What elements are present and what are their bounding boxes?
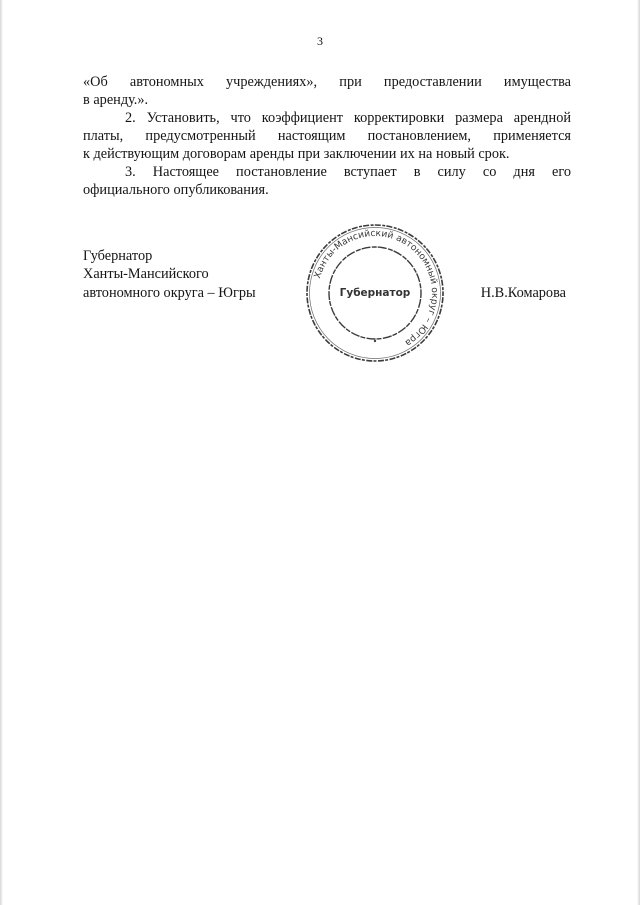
body-line-4: платы, предусмотренный настоящим постановлением, применяется: [83, 128, 571, 144]
seal-ring-text: Ханты-Мансийский автономный округ – Югра: [312, 227, 441, 349]
signature-title-line-2: Ханты-Мансийского: [83, 266, 209, 282]
signer-name: Н.В.Комарова: [480, 285, 566, 301]
body-line-1: «Об автономных учреждениях», при предоставлении имущества: [83, 74, 571, 90]
page-number: 3: [317, 34, 323, 48]
seal-dot: [374, 340, 376, 342]
signature-title-line-1: Губернатор: [83, 248, 153, 264]
seal-center-text: Губернатор: [339, 287, 411, 299]
body-line-3: 2. Установить, что коэффициент корректировки размера арендной: [125, 110, 571, 126]
official-seal: [304, 222, 446, 364]
signature-title-line-3: автономного округа – Югры: [83, 285, 256, 301]
body-line-6: 3. Настоящее постановление вступает в силу со дня его: [125, 164, 571, 180]
body-line-2: в аренду.».: [83, 92, 149, 108]
body-line-5: к действующим договорам аренды при заключении их на новый срок.: [83, 146, 510, 162]
body-line-7: официального опубликования.: [83, 182, 269, 198]
scan-edge-left: [0, 0, 3, 905]
